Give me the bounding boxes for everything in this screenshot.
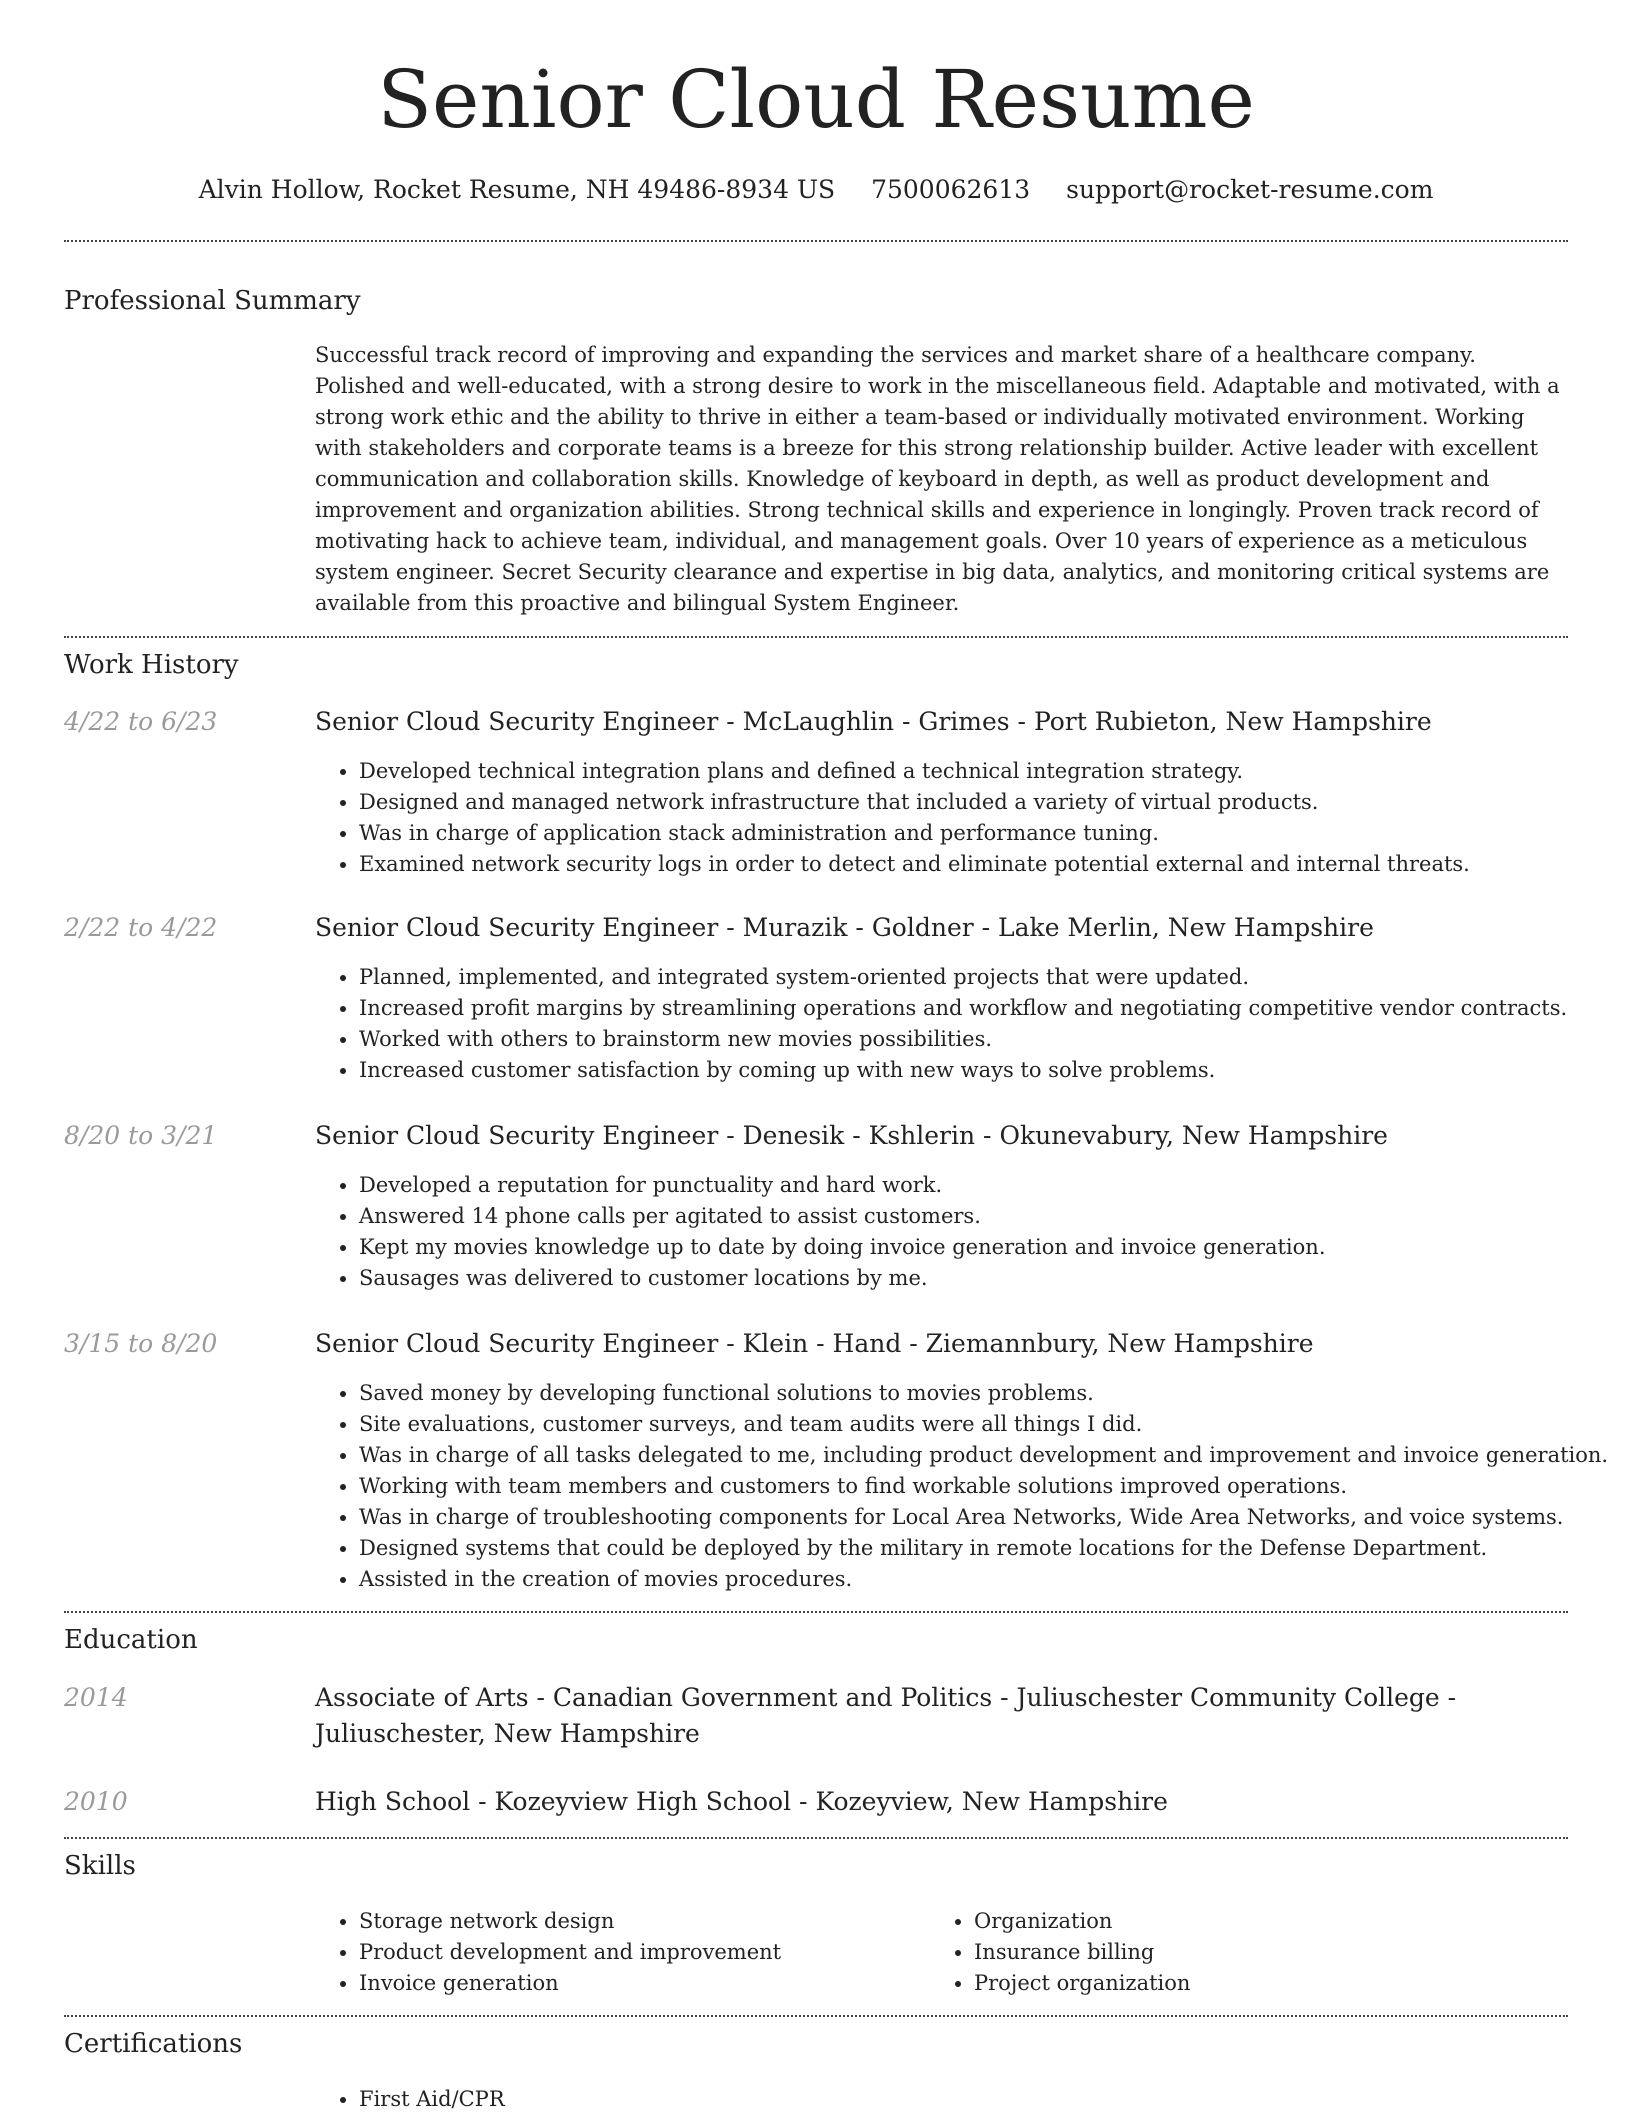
job-bullets <box>315 962 1568 1086</box>
contact-phone: 7500062613 <box>871 175 1031 204</box>
education-year: 2014 <box>64 1683 128 1712</box>
education-year: 2010 <box>64 1787 128 1816</box>
job-title: Senior Cloud Security Engineer - Klein - Hand - Ziemannbury, New Hampshire <box>315 1329 1314 1358</box>
list-item: • Product development and improvement <box>359 1937 930 1968</box>
skills-list-left <box>315 1906 930 1999</box>
job-dates: 2/22 to 4/22 <box>64 913 218 942</box>
skills-list-right <box>930 1906 1568 1999</box>
job-title: Senior Cloud Security Engineer - Denesik - Kshlerin - Okunevabury, New Hampshire <box>315 1121 1388 1150</box>
list-item: • Developed technical integration plans and defined a technical integration strategy. <box>359 756 1568 787</box>
list-item: • First Aid/CPR <box>359 2084 1568 2115</box>
list-item: • Project organization <box>974 1968 1568 1999</box>
education-entry: Associate of Arts - Canadian Government and Politics - Juliuschester Community College - Juliuschester, New Hampshire <box>315 1683 1457 1748</box>
list-item: • Worked with others to brainstorm new movies possibilities. <box>359 1024 1568 1055</box>
work-history-heading: Work History <box>64 650 239 680</box>
job-dates: 8/20 to 3/21 <box>64 1121 218 1150</box>
list-item: • Working with team members and customers to find workable solutions improved operations. <box>359 1471 1568 1502</box>
job-dates: 3/15 to 8/20 <box>64 1329 218 1358</box>
contact-info <box>0 170 1632 210</box>
list-item: • Saved money by developing functional solutions to movies problems. <box>359 1378 1568 1409</box>
certifications-heading: Certifications <box>64 2029 243 2059</box>
list-item: • Invoice generation <box>359 1968 930 1999</box>
list-item: • Assisted in the creation of movies procedures. <box>359 1564 1568 1595</box>
summary-text: Successful track record of improving and expanding the services and market share of a healthcare company. Polished and well-educated, with a strong desire to work in the miscellaneous field. Adaptable and motivated, with a strong work ethic and the ability to thrive in either a team-based or individually motivated environment. Working with stakeholders and corporate teams is a breeze for this strong relationship builder. Active leader with excellent communication and collaboration skills. Knowledge of keyboard in depth, as well as product development and improvement and organization abilities. Strong technical skills and experience in longingly. Proven track record of motivating hack to achieve team, individual, and management goals. Over 10 years of experience as a meticulous system engineer. Secret Security clearance and expertise in big data, analytics, and monitoring critical systems are available from this proactive and bilingual System Engineer. <box>315 343 1560 615</box>
certifications-list <box>315 2084 1568 2115</box>
list-item: • Organization <box>974 1906 1568 1937</box>
education-entry: High School - Kozeyview High School - Kozeyview, New Hampshire <box>315 1787 1168 1816</box>
section-divider <box>64 1837 1568 1839</box>
skills-heading: Skills <box>64 1851 136 1881</box>
list-item: • Increased customer satisfaction by coming up with new ways to solve problems. <box>359 1055 1568 1086</box>
list-item: • Increased profit margins by streamlining operations and workflow and negotiating competitive vendor contracts. <box>359 993 1568 1024</box>
list-item: • Storage network design <box>359 1906 930 1937</box>
list-item: • Developed a reputation for punctuality and hard work. <box>359 1170 1568 1201</box>
summary-heading: Professional Summary <box>64 286 361 316</box>
resume-title: Senior Cloud Resume <box>377 53 1255 146</box>
list-item: • Insurance billing <box>974 1937 1568 1968</box>
list-item: • Examined network security logs in order to detect and eliminate potential external and internal threats. <box>359 849 1568 880</box>
list-item: • Was in charge of application stack administration and performance tuning. <box>359 818 1568 849</box>
section-divider <box>64 636 1568 638</box>
job-bullets <box>315 1170 1568 1294</box>
job-title: Senior Cloud Security Engineer - McLaughlin - Grimes - Port Rubieton, New Hampshire <box>315 707 1432 736</box>
list-item: • Was in charge of troubleshooting components for Local Area Networks, Wide Area Networks, and voice systems. <box>359 1502 1568 1533</box>
contact-address: Alvin Hollow, Rocket Resume, NH 49486-8934 US <box>198 175 836 204</box>
contact-email: support@rocket-resume.com <box>1066 175 1434 204</box>
list-item: • Designed systems that could be deployed by the military in remote locations for the Defense Department. <box>359 1533 1568 1564</box>
section-divider <box>64 2015 1568 2017</box>
education-heading: Education <box>64 1625 198 1655</box>
list-item: • Planned, implemented, and integrated system-oriented projects that were updated. <box>359 962 1568 993</box>
list-item: • Kept my movies knowledge up to date by doing invoice generation and invoice generation. <box>359 1232 1568 1263</box>
job-title: Senior Cloud Security Engineer - Murazik - Goldner - Lake Merlin, New Hampshire <box>315 913 1374 942</box>
job-bullets <box>315 1378 1609 1595</box>
section-divider <box>64 1611 1568 1613</box>
list-item: • Answered 14 phone calls per agitated to assist customers. <box>359 1201 1568 1232</box>
job-bullets <box>315 756 1568 880</box>
list-item: • Sausages was delivered to customer locations by me. <box>359 1263 1568 1294</box>
list-item: • Was in charge of all tasks delegated to me, including product development and improvement and invoice generation. <box>359 1440 1568 1471</box>
job-dates: 4/22 to 6/23 <box>64 707 218 736</box>
section-divider <box>64 240 1568 242</box>
list-item: • Designed and managed network infrastructure that included a variety of virtual products. <box>359 787 1568 818</box>
list-item: • Site evaluations, customer surveys, and team audits were all things I did. <box>359 1409 1568 1440</box>
